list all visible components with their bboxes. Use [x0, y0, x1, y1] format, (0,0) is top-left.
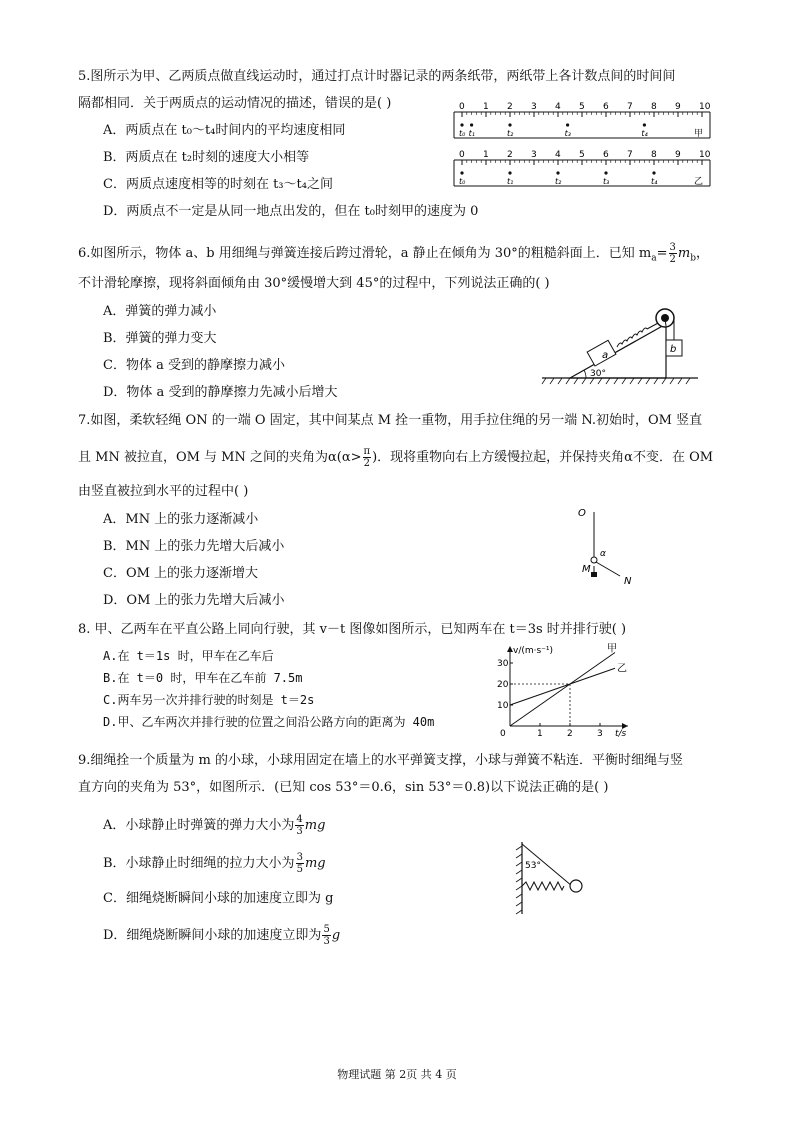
q7-stem-text-a: 且 MN 被拉直，OM 与 MN 之间的夹角为α(α>: [78, 450, 362, 465]
tape-tick-label: 0: [459, 150, 465, 160]
tape-dot: [508, 123, 511, 126]
angle-label: 53°: [525, 861, 541, 871]
tape-tick-label: 0: [459, 102, 465, 112]
tape-1: [454, 102, 711, 139]
q7-rope-figure: [574, 500, 644, 590]
y-axis-label: v/(m·s⁻¹): [513, 646, 554, 656]
tape-dot: [460, 171, 463, 174]
q7-stem-line1: 7.如图，柔软轻绳 ON 的一端 O 固定，其中间某点 M 拴一重物，用手拉住绳的另一端 N.初始时，OM 竖直: [78, 413, 703, 428]
q9-option-a: A．小球静止时弹簧的弹力大小为 $\frac{4}{3}$ mg: [103, 814, 326, 837]
q8-option-d: D.甲、乙车两次并排行驶的位置之间沿公路方向的距离为 40m: [103, 715, 435, 729]
tape-tick-label: 5: [579, 150, 585, 160]
q6-stem-end: ，: [696, 246, 710, 261]
tape-tick-label: 9: [675, 102, 681, 112]
tape-tick-label: 7: [627, 102, 633, 112]
x-tick-label: 1: [537, 729, 543, 739]
series-line-甲: [510, 653, 615, 727]
q8-option-b: B.在 t＝0 时，甲车在乙车前 7.5m: [103, 671, 303, 685]
q5-option-c: C．两质点速度相等的时刻在 t₃～t₄之间: [103, 177, 333, 192]
tape-dot: [556, 171, 559, 174]
label-N: N: [624, 576, 632, 587]
q5-option-a: A．两质点在 t₀～t₄时间内的平均速度相同: [103, 123, 346, 138]
q7-option-a: A．MN 上的张力逐渐减小: [103, 512, 259, 527]
wall-hatch: [516, 846, 522, 914]
tape-dot: [460, 123, 463, 126]
series-line-乙: [510, 668, 615, 705]
q6-fraction: $\frac{3}{2}$: [669, 242, 676, 265]
q5-option-d: D．两质点不一定是从同一地点出发的，但在 t₀时刻甲的速度为 0: [103, 204, 479, 219]
q5-option-b: B．两质点在 t₂时刻的速度大小相等: [103, 150, 310, 165]
tape-name-label: 甲: [694, 129, 704, 139]
q8-stem: 8. 甲、乙两车在平直公路上同向行驶，其 v－t 图像如图所示，已知两车在 t＝3s 时并排行驶( ): [78, 622, 627, 637]
y-tick-label: 20: [497, 680, 509, 690]
tape-dot-label: t₄: [641, 129, 648, 138]
tape-tick-label: 1: [483, 102, 489, 112]
tape-tick-label: 8: [651, 150, 657, 160]
q9-option-b: B．小球静止时细绳的拉力大小为 $\frac{3}{5}$ mg: [103, 852, 326, 875]
q7-stem-line3: 由竖直被拉到水平的过程中( ): [78, 484, 249, 499]
q6-sub-a: a: [651, 253, 657, 264]
q9-option-c: C．细绳烧断瞬间小球的加速度立即为 g: [103, 891, 334, 906]
label-b: b: [670, 344, 677, 355]
tape-dot: [643, 123, 646, 126]
q6-option-d: D．物体 a 受到的静摩擦力先减小后增大: [103, 385, 338, 400]
spring: [522, 882, 564, 890]
q6-option-b: B．弹簧的弹力变大: [103, 331, 217, 346]
y-tick-label: 10: [497, 701, 509, 711]
tape-dot: [566, 123, 569, 126]
tape-tick-label: 3: [531, 102, 537, 112]
tape-tick-label: 6: [603, 150, 609, 160]
tape-tick-label: 2: [507, 150, 513, 160]
q6-stem-line1: [78, 242, 709, 268]
tape-tick-label: 4: [555, 102, 561, 112]
q7-option-c: C．OM 上的张力逐渐增大: [103, 566, 259, 581]
angle-arc: [584, 370, 586, 378]
tape-tick-label: 4: [555, 150, 561, 160]
q7-stem-line2: [78, 446, 713, 469]
tape-tick-label: 3: [531, 150, 537, 160]
tape-dot-label: t₀: [459, 129, 466, 138]
q6-incline-figure: [540, 296, 700, 388]
tape-dot-label: t₃: [603, 177, 610, 186]
q5-stem-line2: 隔都相同．关于两质点的运动情况的描述，错误的是( ): [78, 96, 392, 111]
q6-sub-b: b: [690, 253, 697, 264]
tape-tick-label: 10: [699, 150, 711, 160]
tape-dot-label: t₄: [651, 177, 658, 186]
y-tick-label: 30: [497, 659, 509, 669]
tape-tick-label: 8: [651, 102, 657, 112]
q6-eq: =: [656, 246, 668, 261]
tape-dot: [508, 171, 511, 174]
q9-stem-line2: 直方向的夹角为 53°，如图所示．(已知 cos 53°＝0.6，sin 53°＝0.8)以下说法正确的是( ): [78, 780, 609, 795]
q6-option-c: C．物体 a 受到的静摩擦力减小: [103, 358, 285, 373]
page-footer: 物理试题 第 2页 共 4 页: [337, 1068, 457, 1081]
tape-tick-label: 9: [675, 150, 681, 160]
q7-fraction: $\frac{\pi}{2}$: [363, 446, 371, 469]
tape-dot-label: t₂: [555, 177, 562, 186]
tape-dot: [652, 171, 655, 174]
label-alpha: α: [600, 549, 606, 559]
tape-tick-label: 10: [699, 102, 711, 112]
tape-dot-label: t₁: [468, 129, 475, 138]
tape-name-label: 乙: [694, 177, 704, 187]
tape-dot: [470, 123, 473, 126]
series-label: 乙: [617, 663, 627, 675]
series-label: 甲: [607, 643, 617, 655]
q7-option-b: B．MN 上的张力先增大后减小: [103, 539, 285, 554]
label-O: O: [578, 508, 586, 519]
q7-option-d: D．OM 上的张力先增大后减小: [103, 593, 285, 608]
q9-stem-line1: 9.细绳拴一个质量为 m 的小球，小球用固定在墙上的水平弹簧支撑，小球与弹簧不粘连．平衡时细绳与竖: [78, 753, 683, 768]
tape-tick-label: 2: [507, 102, 513, 112]
q9-option-d: D．细绳烧断瞬间小球的加速度立即为 $\frac{5}{3}$ g: [103, 924, 341, 947]
ball: [570, 880, 582, 892]
q6-stem-line2: 不计滑轮摩擦，现将斜面倾角由 30°缓慢增大到 45°的过程中，下列说法正确的( ): [78, 276, 550, 291]
tape-tick-label: 7: [627, 150, 633, 160]
q7-stem-text-b: )．现将重物向右上方缓慢拉起，并保持夹角α不变．在 OM: [372, 450, 714, 465]
q6-m: m: [677, 246, 691, 261]
weight: [591, 572, 597, 577]
rope-MN: [596, 562, 620, 576]
tape-tick-label: 6: [603, 102, 609, 112]
label-M: M: [582, 564, 591, 575]
x-axis-label: t/s: [615, 729, 627, 739]
q6-option-a: A．弹簧的弹力减小: [103, 304, 217, 319]
tape-dot-label: t₃: [564, 129, 571, 138]
label-a: a: [602, 350, 609, 361]
q8-option-c: C.两车另一次并排行驶的时刻是 t＝2s: [103, 693, 315, 707]
q6-stem-text: 6.如图所示，物体 a、b 用细绳与弹簧连接后跨过滑轮，a 静止在倾角为 30°的粗糙斜面上．已知 m: [78, 246, 652, 261]
tape-tick-label: 1: [483, 150, 489, 160]
q9-spring-figure: [508, 838, 598, 918]
origin-label: 0: [500, 729, 506, 739]
q8-vt-chart: [488, 640, 638, 740]
tape-dot-label: t₂: [507, 129, 514, 138]
q5-tape-figure: [448, 98, 718, 194]
ground-hatch: [542, 378, 690, 384]
q5-stem-line1: 5.图所示为甲、乙两质点做直线运动时，通过打点计时器记录的两条纸带，两纸带上各计数点间的时间间: [78, 69, 676, 84]
angle-label: 30°: [590, 369, 606, 379]
x-tick-label: 3: [597, 729, 603, 739]
tape-tick-label: 5: [579, 102, 585, 112]
x-tick-label: 2: [567, 729, 573, 739]
tape-dot: [604, 171, 607, 174]
tape-2: [454, 150, 711, 187]
tape-dot-label: t₁: [507, 177, 514, 186]
q8-option-a: A.在 t＝1s 时，甲车在乙车后: [103, 649, 274, 663]
tape-dot-label: t₀: [459, 177, 466, 186]
